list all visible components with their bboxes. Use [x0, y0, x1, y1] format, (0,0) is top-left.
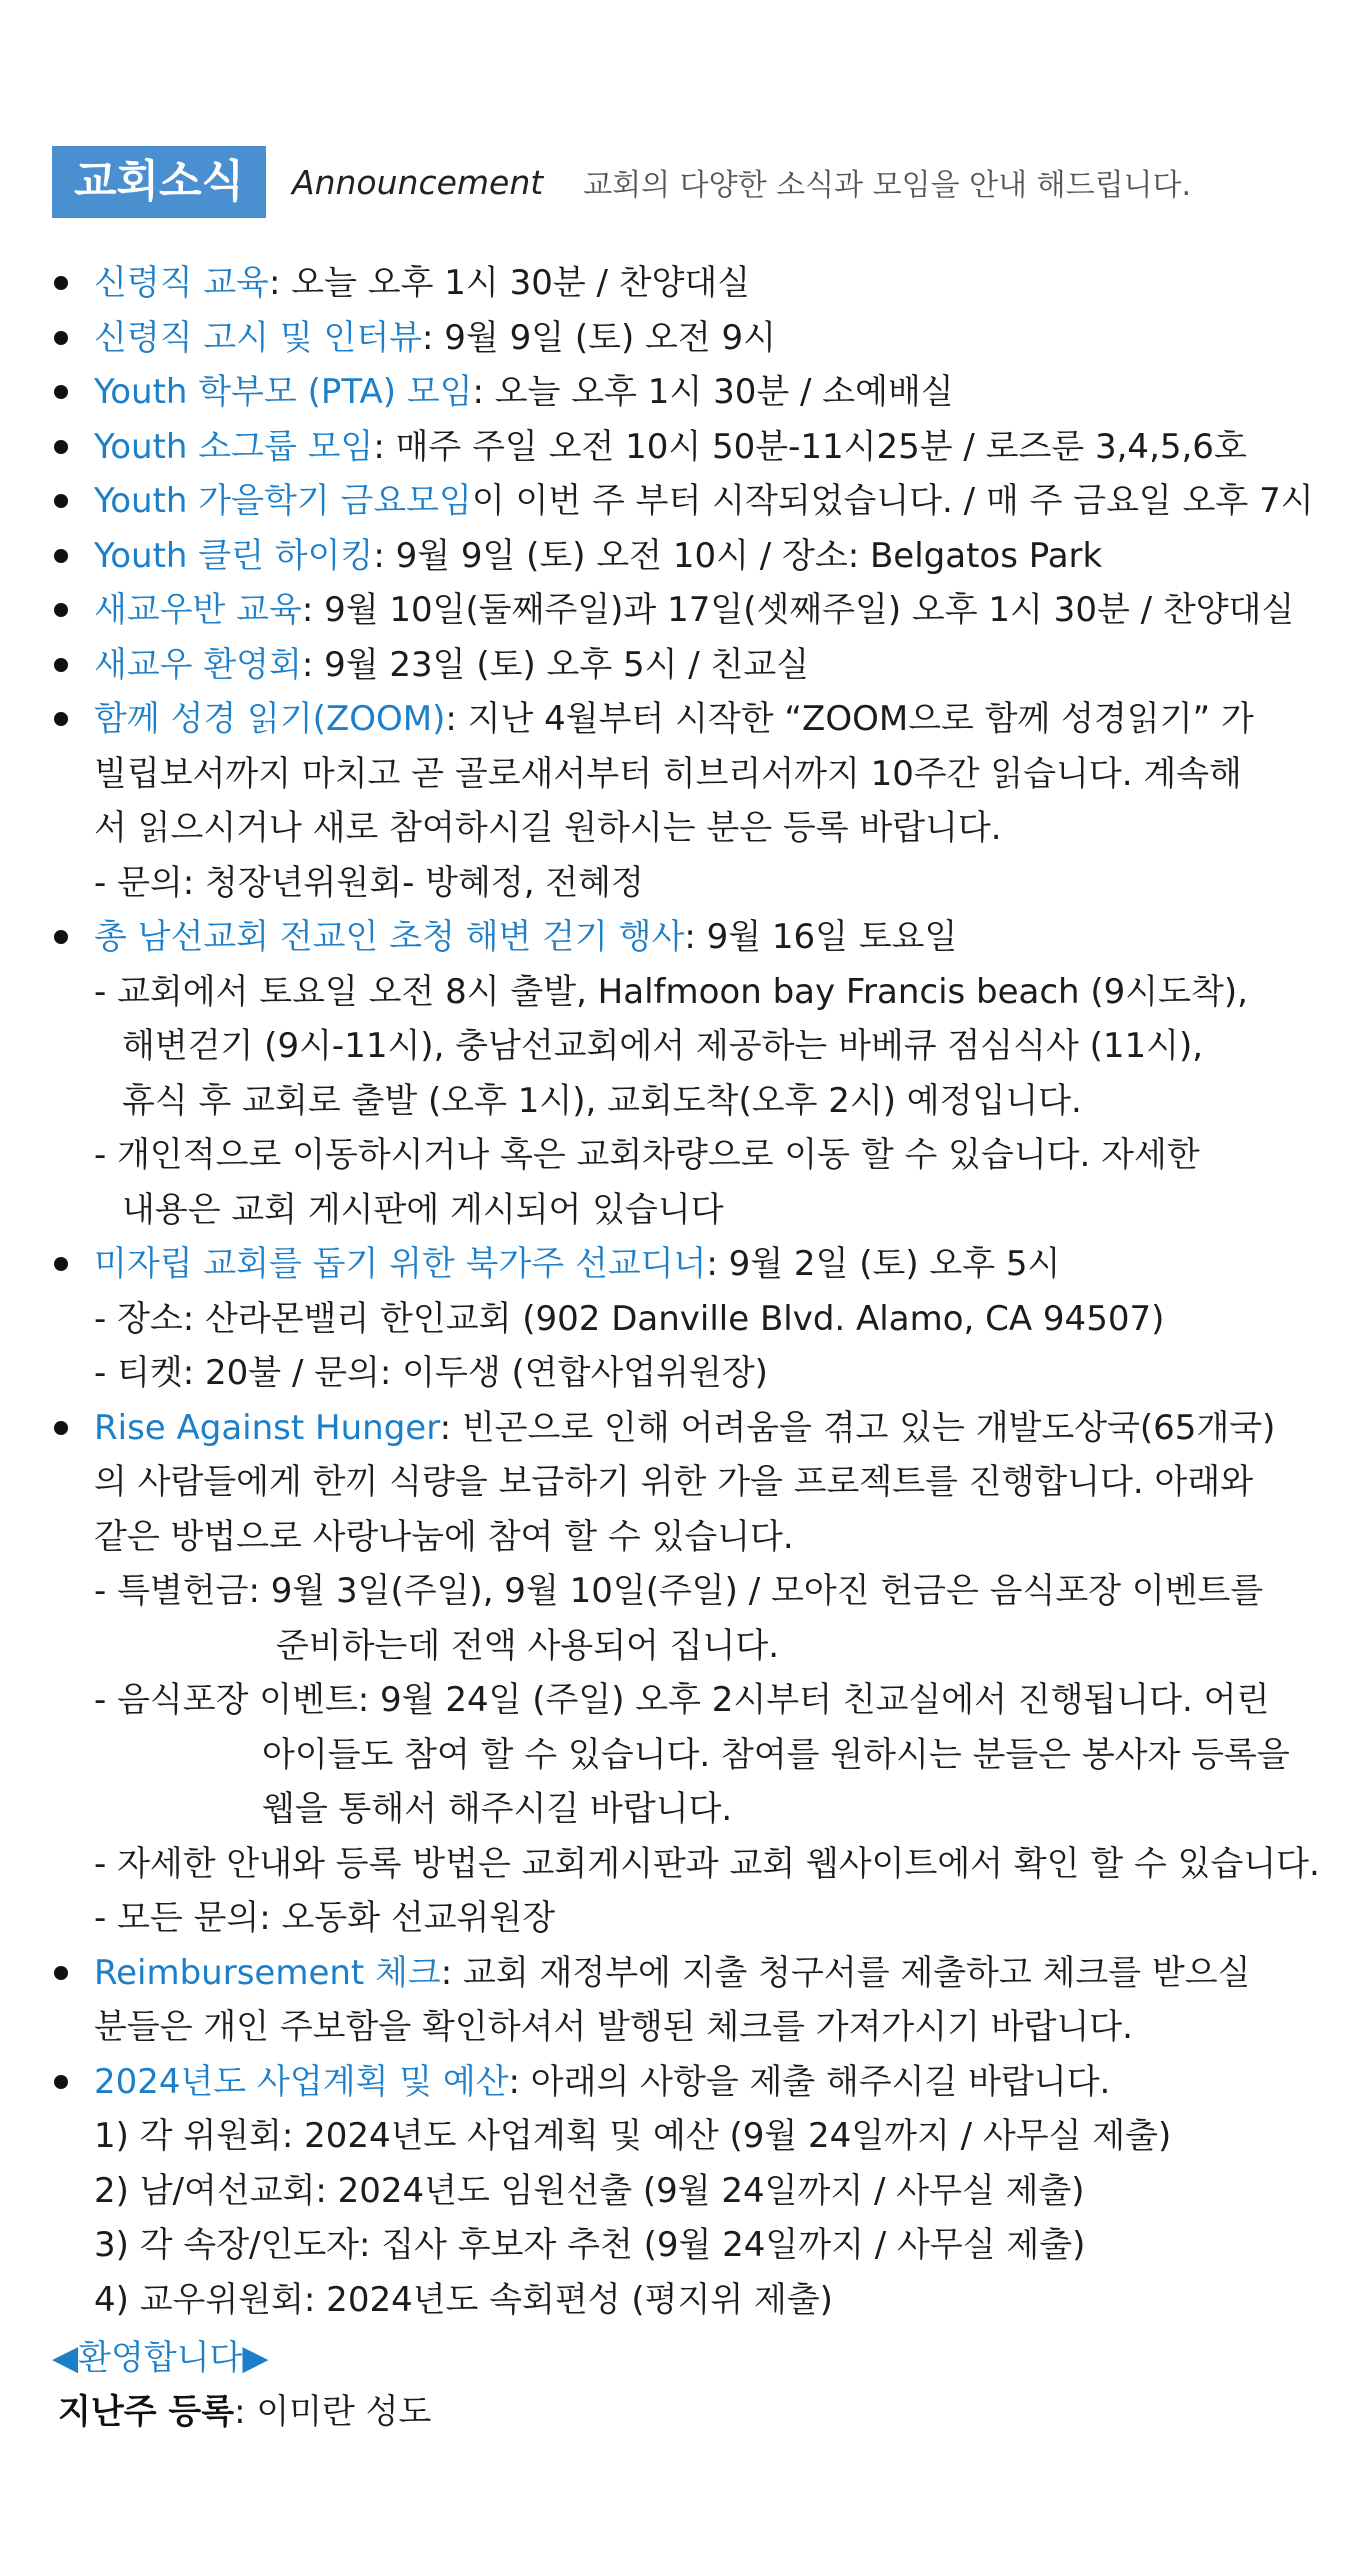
list-item [52, 583, 1313, 638]
page-subtitle-en: Announcement [292, 162, 544, 202]
list-item [52, 256, 1313, 311]
item-text: : 지난 4월부터 시작한 “ZOOM으로 함께 성경읽기” 가 [445, 699, 1254, 739]
list-item [52, 638, 1313, 693]
list-item [52, 1237, 1313, 1401]
bullet-icon [54, 440, 68, 454]
bullet-icon [54, 331, 68, 345]
item-line: - 모든 문의: 오동화 선교위원장 [94, 1898, 556, 1938]
item-line: 아이들도 참여 할 수 있습니다. 참여를 원하시는 분들은 봉사자 등록을 [262, 1734, 1290, 1775]
item-line: - 개인적으로 이동하시거나 혹은 교회차량으로 이동 할 수 있습니다. 자세한 [94, 1135, 1200, 1175]
header [52, 146, 1313, 218]
right-triangle-icon: ▶ [242, 2338, 269, 2378]
list-item [52, 1946, 1313, 2055]
item-line: - 자세한 안내와 등록 방법은 교회게시판과 교회 웹사이트에서 확인 할 수 있습니다. [94, 1843, 1320, 1884]
item-line: 의 사람들에게 한끼 식량을 보급하기 위한 가을 프로젝트를 진행합니다. 아래와 [94, 1462, 1254, 1502]
page-title: 교회소식 [52, 146, 266, 218]
bullet-icon [54, 658, 68, 672]
item-title: 새교우반 교육 [94, 590, 302, 630]
welcome-title: 환영합니다 [78, 2338, 243, 2378]
bullet-icon [54, 276, 68, 290]
bullet-icon [54, 385, 68, 399]
item-line: 4) 교우위원회: 2024년도 속회편성 (평지위 제출) [94, 2279, 833, 2320]
item-line: - 장소: 산라몬밸리 한인교회 (902 Danville Blvd. Alamo, CA 94507) [94, 1298, 1165, 1339]
bullet-icon [54, 494, 68, 508]
item-text: : 9월 10일(둘째주일)과 17일(셋째주일) 오후 1시 30분 / 찬양대실 [301, 590, 1295, 630]
welcome-heading [52, 2331, 1313, 2385]
page-description: 교회의 다양한 소식과 모임을 안내 해드립니다. [583, 168, 1192, 203]
list-item [52, 692, 1313, 910]
item-line: 서 읽으시거나 새로 참여하시길 원하시는 분은 등록 바랍니다. [94, 808, 1002, 848]
item-line: 해변걷기 (9시-11시), 충남선교회에서 제공하는 바베큐 점심식사 (11시), [122, 1026, 1204, 1066]
item-line: - 문의: 청장년위원회- 방혜정, 전혜정 [94, 862, 644, 903]
bullet-icon [54, 2075, 68, 2089]
list-item [52, 420, 1313, 475]
item-line: - 특별헌금: 9월 3일(주일), 9월 10일(주일) / 모아진 헌금은 음식포장 이벤트를 [94, 1571, 1264, 1611]
bullet-icon [54, 549, 68, 563]
bullet-icon [54, 1257, 68, 1271]
list-item [52, 365, 1313, 420]
item-text: : 9월 23일 (토) 오후 5시 / 친교실 [301, 644, 810, 685]
item-text: : 오늘 오후 1시 30분 / 찬양대실 [269, 263, 751, 303]
item-line: 1) 각 위원회: 2024년도 사업계획 및 예산 (9월 24일까지 / 사무실 제출) [94, 2116, 1172, 2156]
bullet-icon [54, 930, 68, 944]
announcement-list [52, 256, 1320, 2327]
bullet-icon [54, 712, 68, 726]
item-text: : 아래의 사항을 제출 해주시길 바랍니다. [508, 2061, 1111, 2102]
item-line: 휴식 후 교회로 출발 (오후 1시), 교회도착(오후 2시) 예정입니다. [122, 1080, 1082, 1121]
item-line: 준비하는데 전액 사용되어 집니다. [276, 1625, 780, 1666]
item-text: : 9월 9일 (토) 오전 10시 / 장소: Belgatos Park [373, 535, 1103, 576]
list-item [52, 910, 1313, 1237]
list-item [52, 1401, 1320, 1946]
bullet-icon [54, 603, 68, 617]
item-line: 빌립보서까지 마치고 곧 골로새서부터 히브리서까지 10주간 읽습니다. 계속해 [94, 753, 1242, 794]
item-line: 2) 남/여선교회: 2024년도 임원선출 (9월 24일까지 / 사무실 제출) [94, 2170, 1085, 2211]
item-line: 웹을 통해서 해주시길 바랍니다. [262, 1789, 733, 1829]
item-title: Youth 가을학기 금요모임 [94, 481, 472, 521]
item-text: : 오늘 오후 1시 30분 / 소예배실 [472, 372, 954, 412]
item-title: 2024년도 사업계획 및 예산 [94, 2061, 509, 2102]
item-title: Youth 소그룹 모임 [94, 426, 374, 467]
item-title: 새교우 환영회 [94, 644, 302, 685]
left-triangle-icon: ◀ [52, 2338, 79, 2378]
item-title: Youth 클린 하이킹 [94, 535, 374, 576]
list-item [52, 311, 1313, 366]
item-title: Youth 학부모 (PTA) 모임 [94, 372, 473, 412]
registration-label: 지난주 등록 [58, 2392, 235, 2432]
bullet-icon [54, 1966, 68, 1980]
item-line: 분들은 개인 주보함을 확인하셔서 발행된 체크를 가져가시기 바랍니다. [94, 2007, 1133, 2047]
item-text: 이 이번 주 부터 시작되었습니다. / 매 주 금요일 오후 7시 [471, 481, 1314, 521]
list-item [52, 529, 1313, 584]
item-text: : 9월 2일 (토) 오후 5시 [706, 1244, 1061, 1284]
registration-line [52, 2385, 1313, 2439]
item-line: - 교회에서 토요일 오전 8시 출발, Halfmoon bay Francis beach (9시도착), [94, 971, 1248, 1012]
item-title: 신령직 고시 및 인터뷰 [94, 317, 423, 358]
item-line: - 음식포장 이벤트: 9월 24일 (주일) 오후 2시부터 친교실에서 진행됩니다. 어린 [94, 1680, 1270, 1720]
registration-value: : 이미란 성도 [234, 2392, 432, 2432]
item-text: : 9월 9일 (토) 오전 9시 [422, 317, 777, 358]
item-title: 신령직 교육 [94, 263, 270, 303]
item-line: 3) 각 속장/인도자: 집사 후보자 추천 (9월 24일까지 / 사무실 제출) [94, 2225, 1086, 2265]
item-text: : 9월 16일 토요일 [684, 917, 958, 957]
item-title: Reimbursement 체크 [94, 1952, 441, 1993]
list-item [52, 2055, 1313, 2328]
item-title: 총 남선교회 전교인 초청 해변 걷기 행사 [94, 917, 685, 957]
item-title: Rise Against Hunger [94, 1407, 440, 1448]
item-text: : 매주 주일 오전 10시 50분-11시25분 / 로즈룬 3,4,5,6호 [373, 426, 1247, 467]
item-line: 내용은 교회 게시판에 게시되어 있습니다 [122, 1189, 724, 1230]
item-text: : 빈곤으로 인해 어려움을 겪고 있는 개발도상국(65개국) [439, 1407, 1276, 1448]
item-line: - 티켓: 20불 / 문의: 이두생 (연합사업위원장) [94, 1353, 768, 1393]
list-item [52, 474, 1313, 529]
item-line: 같은 방법으로 사랑나눔에 참여 할 수 있습니다. [94, 1516, 794, 1557]
bullet-icon [54, 1421, 68, 1435]
item-title: 함께 성경 읽기(ZOOM) [94, 699, 446, 739]
item-title: 미자립 교회를 돕기 위한 북가주 선교디너 [94, 1244, 707, 1284]
item-text: : 교회 재정부에 지출 청구서를 제출하고 체크를 받으실 [440, 1952, 1251, 1993]
